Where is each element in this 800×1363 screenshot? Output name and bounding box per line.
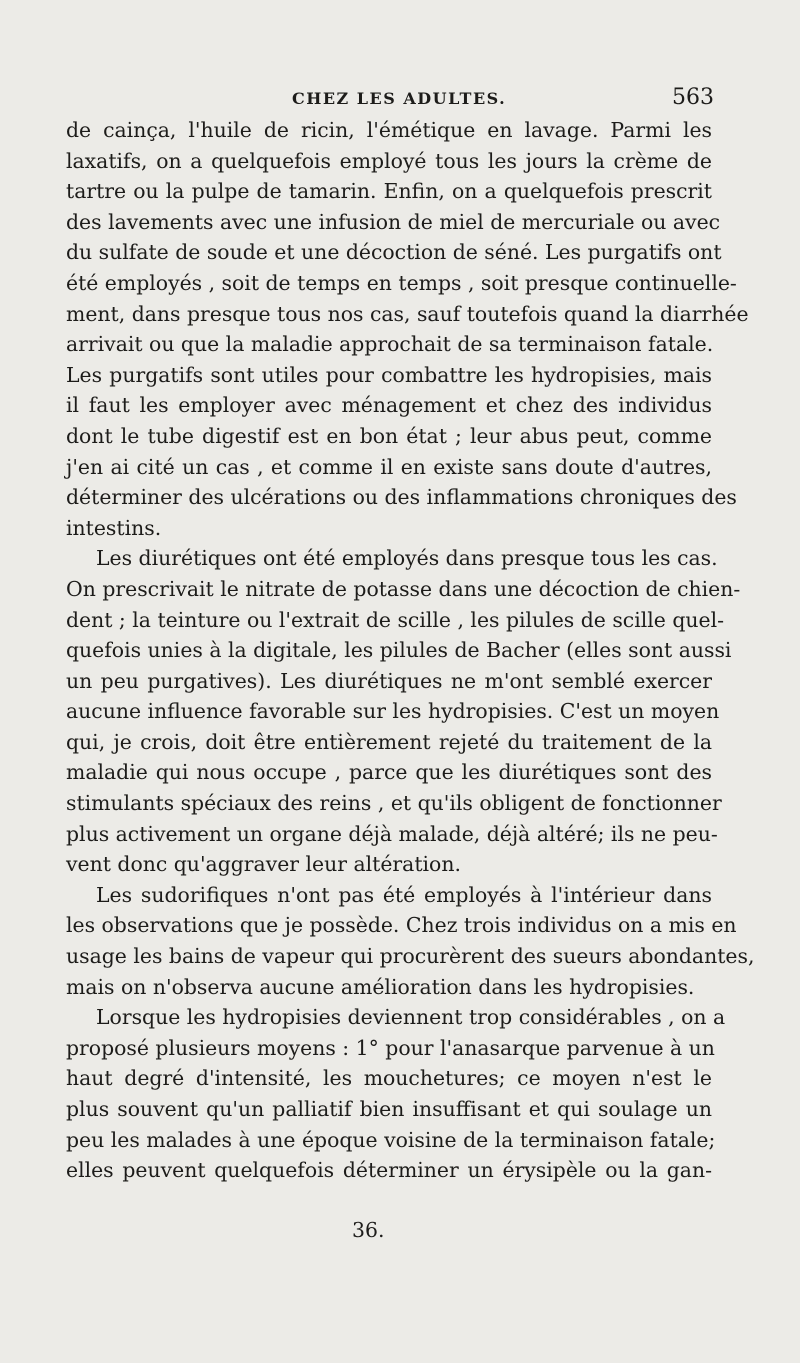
text-line: Les sudorifiques n'ont pas été employés à l'intérieur dans <box>96 882 712 907</box>
text-line: tartre ou la pulpe de tamarin. Enfin, on a quelquefois prescrit <box>66 179 712 204</box>
text-line: Les diurétiques ont été employés dans presque tous les cas. <box>96 546 718 571</box>
text-line: haut degré d'intensité, les mouchetures; ce moyen n'est le <box>66 1066 712 1091</box>
text-line: dont le tube digestif est en bon état ; leur abus peut, comme <box>66 423 712 448</box>
text-line: des lavements avec une infusion de miel de mercuriale ou avec <box>66 209 721 234</box>
text-line: du sulfate de soude et une décoction de séné. Les purgatifs ont <box>66 240 722 265</box>
text-line: stimulants spéciaux des reins , et qu'ils obligent de fonctionner <box>66 791 722 816</box>
text-line: maladie qui nous occupe , parce que les diurétiques sont des <box>66 760 712 785</box>
text-line: il faut les employer avec ménagement et chez des individus <box>66 393 712 418</box>
text-line: On prescrivait le nitrate de potasse dans une décoction de chien- <box>66 576 741 601</box>
text-line: arrivait ou que la maladie approchait de sa terminaison fatale. <box>66 332 714 357</box>
page-number: 563 <box>672 85 714 110</box>
text-line: les observations que je possède. Chez trois individus on a mis en <box>66 913 737 938</box>
text-line: qui, je crois, doit être entièrement rejeté du traitement de la <box>66 729 712 754</box>
text-line: usage les bains de vapeur qui procurèrent des sueurs abondantes, <box>66 944 755 969</box>
text-line: dent ; la teinture ou l'extrait de scille , les pilules de scille quel- <box>66 607 724 632</box>
signature-mark: 36. <box>352 1218 385 1242</box>
text-line: mais on n'observa aucune amélioration dans les hydropisies. <box>66 974 695 999</box>
text-line: elles peuvent quelquefois déterminer un érysipèle ou la gan- <box>66 1158 712 1183</box>
running-head <box>0 85 800 110</box>
running-title: CHEZ LES ADULTES. <box>292 89 507 108</box>
text-line: j'en ai cité un cas , et comme il en existe sans doute d'autres, <box>66 454 712 479</box>
text-line: intestins. <box>66 515 162 540</box>
text-line: Lorsque les hydropisies deviennent trop considérables , on a <box>96 1005 726 1030</box>
text-line: plus souvent qu'un palliatif bien insuffisant et qui soulage un <box>66 1097 712 1121</box>
text-line: un peu purgatives). Les diurétiques ne m'ont semblé exercer <box>66 668 712 693</box>
text-line: proposé plusieurs moyens : 1° pour l'anasarque parvenue à un <box>66 1035 715 1060</box>
body-text <box>66 115 755 1186</box>
text-line: Les purgatifs sont utiles pour combattre les hydropisies, mais <box>66 362 712 387</box>
text-line: peu les malades à une époque voisine de la terminaison fatale; <box>66 1127 716 1152</box>
text-line: déterminer des ulcérations ou des inflammations chroniques des <box>66 485 737 510</box>
text-line: aucune influence favorable sur les hydropisies. C'est un moyen <box>66 699 720 724</box>
text-line: été employés , soit de temps en temps , soit presque continuelle- <box>66 270 737 295</box>
text-line: laxatifs, on a quelquefois employé tous les jours la crème de <box>66 148 712 173</box>
text-line: quefois unies à la digitale, les pilules de Bacher (elles sont aussi <box>66 638 732 663</box>
text-line: de cainça, l'huile de ricin, l'émétique en lavage. Parmi les <box>66 118 712 142</box>
text-line: ment, dans presque tous nos cas, sauf toutefois quand la diarrhée <box>66 301 749 326</box>
text-line: plus activement un organe déjà malade, déjà altéré; ils ne peu- <box>66 821 718 846</box>
text-line: vent donc qu'aggraver leur altération. <box>66 852 461 877</box>
